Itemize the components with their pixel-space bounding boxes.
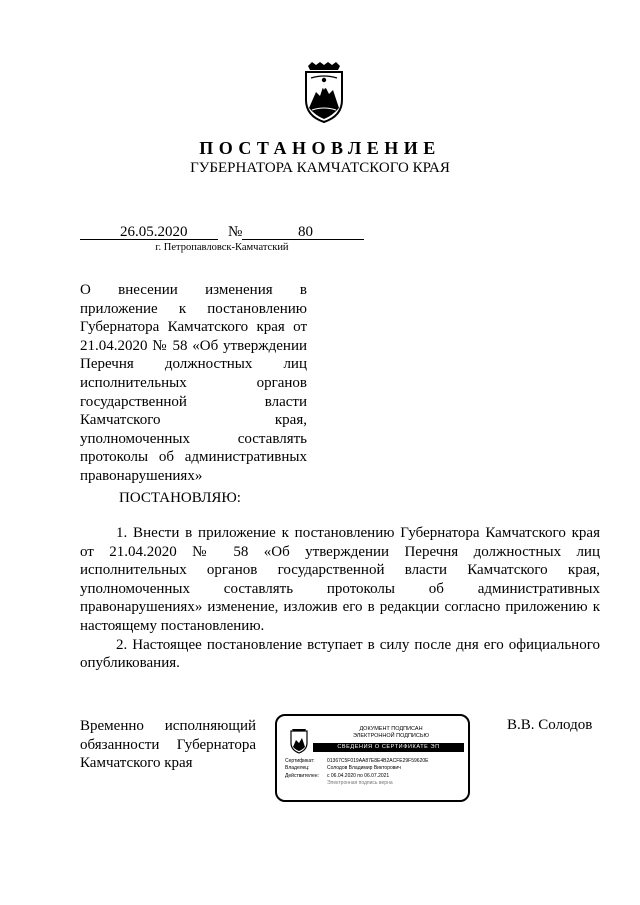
- paragraph-2: 2. Настоящее постановление вступает в силу после дня его официального опубликования.: [80, 636, 600, 672]
- stamp-label: Владелец:: [285, 765, 310, 772]
- stamp-emblem-icon: [289, 728, 309, 754]
- document-title: ПОСТАНОВЛЕНИЕ: [199, 138, 441, 158]
- signer-line: Временно исполняющий: [80, 718, 256, 734]
- stamp-value: 01367C5F019AA87E8E4B2ACFE29F59620E: [327, 758, 429, 764]
- subject-line: государственной власти: [80, 393, 307, 410]
- stamp-note: Электронная подпись верна: [327, 780, 393, 787]
- stamp-row: [285, 765, 465, 772]
- city-line: г. Петропавловск-Камчатский: [155, 242, 289, 253]
- e-signature-stamp: [275, 714, 470, 802]
- document-body: [80, 524, 600, 673]
- subject-line: приложение к постановлению: [80, 300, 307, 317]
- number-sign: №: [228, 224, 243, 240]
- subject-line: Камчатского края,: [80, 412, 307, 429]
- stamp-row: [285, 780, 465, 787]
- stamp-header-line: ЭЛЕКТРОННОЙ ПОДПИСЬЮ: [352, 733, 430, 739]
- stamp-label: Сертификат:: [285, 758, 315, 764]
- date-number-line: [80, 224, 364, 242]
- subject-line: Губернатора Камчатского края от: [80, 319, 307, 336]
- stamp-header-line: ДОКУМЕНТ ПОДПИСАН: [359, 726, 423, 732]
- stamp-value: Солодов Владимир Викторович: [327, 765, 401, 772]
- stamp-row: [285, 773, 465, 780]
- stamp-value: с 06.04.2020 по 06.07.2021: [327, 772, 390, 779]
- stamp-row: [285, 758, 465, 765]
- stamp-label-spacer: [285, 780, 327, 787]
- subject-line: Перечня должностных лиц: [80, 356, 307, 373]
- signer-line: Камчатского края: [80, 755, 193, 772]
- subject-line: протоколы об административных: [80, 449, 307, 466]
- signer-position: [80, 717, 256, 773]
- coat-of-arms-icon: [302, 62, 346, 124]
- decree-word: ПОСТАНОВЛЯЮ:: [119, 490, 241, 506]
- subject-line: уполномоченных составлять: [80, 430, 307, 447]
- subject-block: [80, 281, 307, 486]
- signer-name: В.В. Солодов: [507, 717, 593, 733]
- stamp-details: [285, 758, 465, 788]
- stamp-label: Действителен:: [285, 772, 319, 779]
- subject-line: 21.04.2020 № 58 «Об утверждении: [80, 337, 307, 354]
- document-date: 26.05.2020: [120, 224, 188, 240]
- signer-line: обязанности Губернатора: [80, 736, 256, 753]
- stamp-certificate-bar: СВЕДЕНИЯ О СЕРТИФИКАТЕ ЭП: [313, 743, 464, 752]
- subject-line: О внесении изменения в: [80, 282, 307, 298]
- subject-line: правонарушениях»: [80, 467, 203, 484]
- subject-line: исполнительных органов: [80, 374, 307, 391]
- stamp-header: [317, 726, 465, 740]
- document-subtitle: ГУБЕРНАТОРА КАМЧАТСКОГО КРАЯ: [190, 160, 450, 176]
- document-number: 80: [298, 224, 313, 240]
- paragraph-1: 1. Внести в приложение к постановлению Губернатора Камчатского края от 21.04.2020 № 58 «Об утверждении Перечня должностных лиц исполнительных органов государственной власти Камчатского края, уполномоченных составлять протоколы об административных правонарушениях» изменение, изложив его в редакции согласно приложению к настоящему постановлению.: [80, 525, 600, 634]
